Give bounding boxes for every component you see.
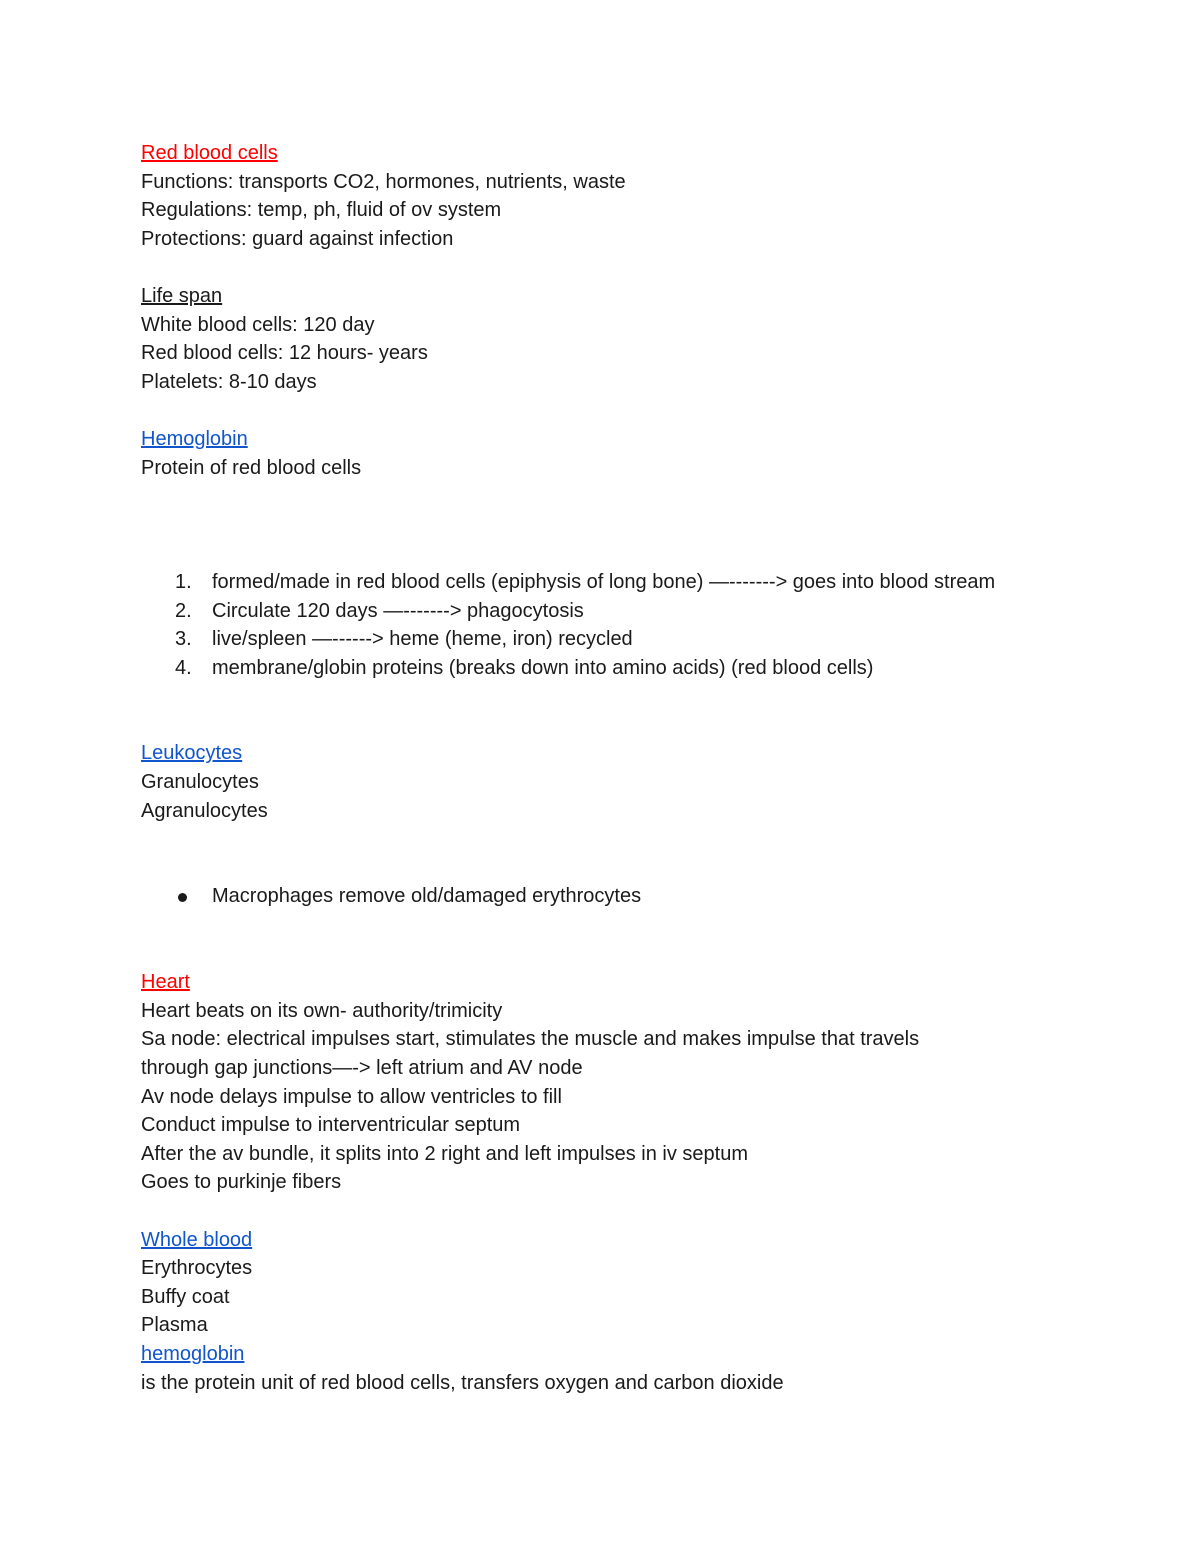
heart-line: Heart beats on its own- authority/trimicity bbox=[141, 999, 503, 1022]
leukocytes-heading[interactable]: Leukocytes bbox=[141, 742, 243, 765]
hemoglobin2-heading[interactable]: hemoglobin bbox=[141, 1342, 245, 1365]
lifespan-platelets: Platelets: 8-10 days bbox=[141, 370, 317, 393]
rbc-protections: Protections: guard against infection bbox=[141, 227, 454, 250]
list-item-text: membrane/globin proteins (breaks down into amino acids) (red blood cells) bbox=[212, 656, 874, 679]
list-item-text: Macrophages remove old/damaged erythrocytes bbox=[212, 885, 642, 908]
macrophage-bullet-list bbox=[141, 882, 1141, 911]
list-number: 3. bbox=[175, 628, 192, 651]
spacer bbox=[141, 825, 1141, 854]
heart-line: Av node delays impulse to allow ventricles to fill bbox=[141, 1085, 562, 1108]
spacer bbox=[141, 396, 1141, 425]
wholeblood-erythrocytes: Erythrocytes bbox=[141, 1257, 253, 1280]
wholeblood-plasma: Plasma bbox=[141, 1314, 208, 1337]
leukocytes-agranulocytes: Agranulocytes bbox=[141, 799, 268, 822]
leukocytes-granulocytes: Granulocytes bbox=[141, 771, 259, 794]
heart-line: through gap junctions—-> left atrium and AV node bbox=[141, 1057, 583, 1079]
list-item bbox=[141, 568, 1141, 597]
rbc-heading: Red blood cells bbox=[141, 142, 278, 164]
lifespan-rbc: Red blood cells: 12 hours- years bbox=[141, 342, 428, 365]
list-number: 2. bbox=[175, 599, 192, 622]
list-number: 4. bbox=[175, 656, 192, 679]
heart-line: Goes to purkinje fibers bbox=[141, 1171, 342, 1194]
spacer bbox=[141, 539, 1141, 568]
list-item-text: live/spleen —------> heme (heme, iron) recycled bbox=[212, 628, 633, 651]
spacer bbox=[141, 511, 1141, 540]
spacer bbox=[141, 482, 1141, 511]
spacer bbox=[141, 911, 1141, 940]
bullet-icon bbox=[178, 893, 187, 902]
heart-line: Conduct impulse to interventricular septum bbox=[141, 1114, 521, 1137]
spacer bbox=[141, 854, 1141, 883]
heart-line: After the av bundle, it splits into 2 right and left impulses in iv septum bbox=[141, 1142, 748, 1165]
hemoglobin-heading[interactable]: Hemoglobin bbox=[141, 427, 248, 450]
rbc-functions: Functions: transports CO2, hormones, nutrients, waste bbox=[141, 170, 626, 193]
list-item-text: Circulate 120 days —-------> phagocytosis bbox=[212, 599, 584, 622]
wholeblood-heading[interactable]: Whole blood bbox=[141, 1228, 253, 1251]
rbc-regulations: Regulations: temp, ph, fluid of ov system bbox=[141, 199, 502, 222]
document-page bbox=[141, 139, 1141, 1397]
spacer bbox=[141, 711, 1141, 740]
spacer bbox=[141, 682, 1141, 711]
spacer bbox=[141, 940, 1141, 969]
heart-line: Sa node: electrical impulses start, stimulates the muscle and makes impulse that travels bbox=[141, 1028, 920, 1051]
spacer bbox=[141, 253, 1141, 282]
list-item-text: formed/made in red blood cells (epiphysis of long bone) —-------> goes into blood stream bbox=[212, 570, 996, 593]
list-number: 1. bbox=[175, 570, 192, 593]
hemoglobin-description: Protein of red blood cells bbox=[141, 456, 362, 479]
list-item bbox=[141, 882, 1141, 911]
spacer bbox=[141, 1197, 1141, 1226]
list-item bbox=[141, 654, 1141, 683]
hemoglobin2-description: is the protein unit of red blood cells, transfers oxygen and carbon dioxide bbox=[141, 1371, 784, 1394]
heart-heading: Heart bbox=[141, 971, 190, 994]
wholeblood-buffy-coat: Buffy coat bbox=[141, 1285, 230, 1308]
list-item bbox=[141, 597, 1141, 626]
lifespan-wbc: White blood cells: 120 day bbox=[141, 313, 375, 336]
lifespan-heading: Life span bbox=[141, 284, 223, 307]
list-item bbox=[141, 625, 1141, 654]
rbc-lifecycle-list bbox=[141, 568, 1141, 682]
